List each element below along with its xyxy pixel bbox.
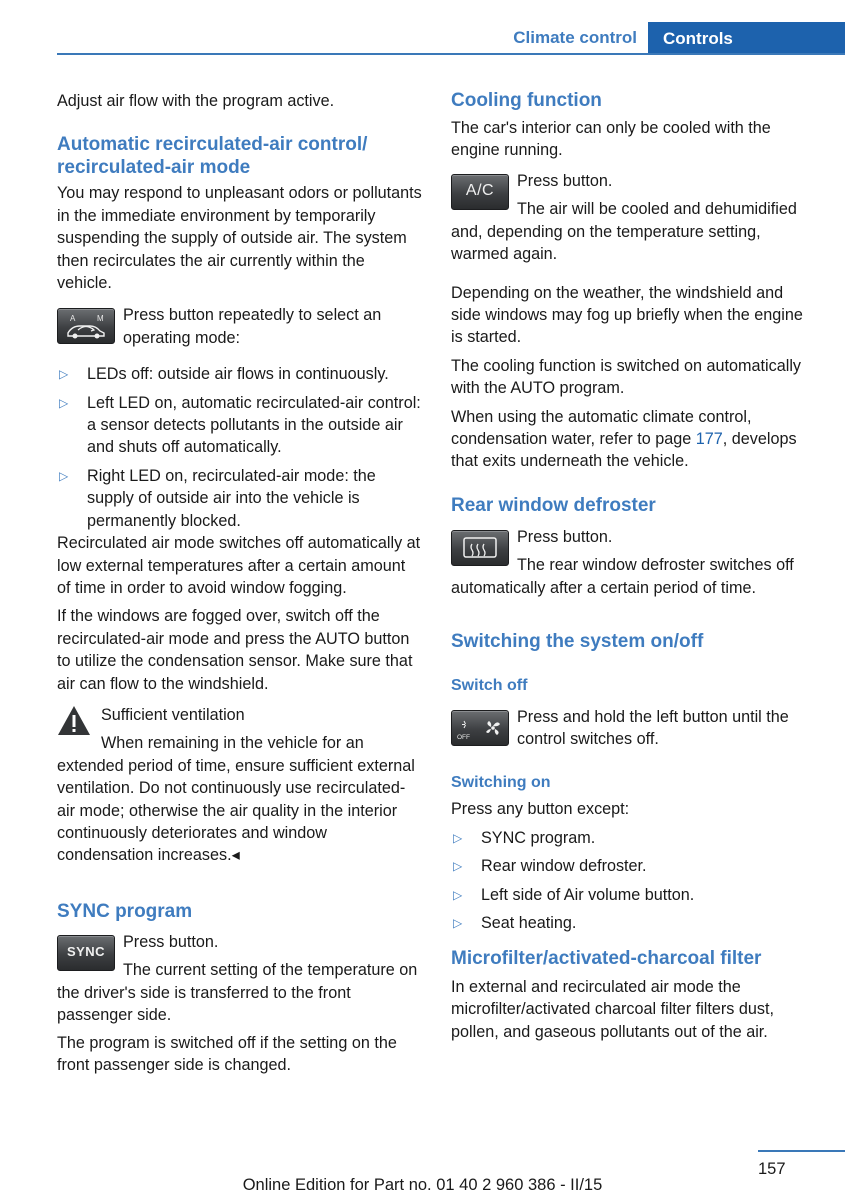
switching-on-heading: Switching on (451, 774, 551, 792)
switching-heading: Switching the system on/off (451, 631, 704, 653)
recirc-letter-a: A (70, 314, 76, 324)
bullet-marker-icon: ▷ (59, 468, 69, 483)
rear-defroster-button-text: Press button. (517, 528, 613, 547)
recirc-paragraph-1: You may respond to unpleasant odors or pollutants in the immediate environment by temporarily suspending the supply of outside air. The system then recirculates the air currently within the vehicle. (57, 184, 422, 293)
recirc-paragraph-2: Recirculated air mode switches off automatically at low external temperatures after a certain amount of time in order to avoid window fogging. (57, 534, 421, 597)
header-chapter-tab: Controls (648, 22, 845, 55)
cooling-paragraph-3: The cooling function is switched on automatically with the AUTO program. (451, 356, 802, 398)
warning-title: Sufficient ventilation (101, 705, 245, 724)
left-column (57, 90, 423, 1076)
list-item (451, 884, 817, 906)
list-item (57, 392, 423, 459)
cooling-paragraph-4-b: , develops that exits underneath the vehicle. (451, 429, 797, 471)
microfilter-heading: Microfilter/activated-charcoal filter (451, 948, 762, 970)
switching-on-paragraph: Press any button except: (451, 800, 630, 819)
list-item-text: Seat heating. (481, 914, 577, 933)
cooling-paragraph-1: The car's interior can only be cooled with the engine running. (451, 118, 771, 159)
list-item (57, 465, 423, 532)
sync-paragraph-1-body: The current setting of the temperature on the driver's side is transferred to the front passenger side. (57, 961, 418, 1025)
warning-block (57, 704, 423, 867)
bullet-marker-icon: ▷ (453, 916, 463, 931)
bullet-marker-icon: ▷ (453, 887, 463, 902)
list-item-text: Left side of Air volume button. (481, 885, 695, 904)
ac-button-row (451, 170, 817, 214)
recirc-button-icon (57, 308, 115, 344)
recirc-heading (57, 134, 423, 179)
list-item (451, 912, 817, 934)
list-item-text: Right LED on, recirculated-air mode: the supply of outside air into the vehicle is permanently blocked. (87, 466, 376, 530)
list-item-text: Rear window defroster. (481, 857, 647, 876)
rear-defroster-continuation-body: The rear window defroster switches off automatically after a certain period of time. (451, 556, 794, 597)
intro-text: Adjust air flow with the program active. (57, 92, 335, 110)
recirc-letter-m: M (97, 314, 104, 324)
warning-text-body: When remaining in the vehicle for an extended period of time, ensure sufficient external ventilation. Do not continuously use recirculated-air mode; otherwise the air quality in the interior continuously deteriorates and window condensation increases.◂ (57, 734, 415, 865)
rear-defroster-button-row (451, 526, 817, 570)
footer-rule (758, 1150, 845, 1152)
microfilter-paragraph: In external and recirculated air mode the microfilter/activated charcoal filter filters dust, pollen, and gaseous pollutants out of the air. (451, 977, 774, 1041)
cooling-paragraph-4 (451, 406, 817, 473)
list-item (57, 363, 423, 385)
bullet-marker-icon: ▷ (59, 367, 69, 382)
page-reference-link[interactable]: 177 (695, 429, 723, 448)
bullet-marker-icon: ▷ (453, 830, 463, 845)
rear-defroster-heading: Rear window defroster (451, 494, 656, 516)
list-item (451, 827, 817, 849)
sync-heading: SYNC program (57, 900, 193, 922)
switch-off-heading: Switch off (451, 676, 528, 694)
bullet-marker-icon: ▷ (59, 395, 69, 410)
ac-button-icon (451, 174, 509, 210)
rear-defroster-button-icon (451, 530, 509, 566)
footer-edition-text: Online Edition for Part no. 01 40 2 960 386 - II/15 (242, 1176, 603, 1194)
recirc-paragraph-3: If the windows are fogged over, switch off the recirculated-air mode and press the AUTO button to utilize the condensation sensor. Make sure that air can flow to the windshield. (57, 607, 413, 693)
recirc-heading-line1: Automatic recirculated-air control/ (57, 134, 368, 156)
recirc-button-row (57, 304, 423, 349)
header-section-title: Climate control (513, 28, 637, 47)
ac-button-text: Press button. (517, 172, 613, 191)
warning-icon (57, 704, 91, 738)
bullet-marker-icon: ▷ (453, 859, 463, 874)
list-item (451, 855, 817, 877)
recirc-heading-line2: recirculated-air mode (57, 156, 251, 178)
ac-continuation-body: The air will be cooled and dehumidified and, depending on the temperature setting, warmed again. (451, 200, 797, 264)
switching-on-list (451, 827, 817, 935)
recirc-mode-list (57, 363, 423, 532)
page-number: 157 (758, 1160, 786, 1178)
sync-button-row (57, 931, 423, 975)
off-button-icon (451, 710, 509, 746)
cooling-paragraph-2: Depending on the weather, the windshield and side windows may fog up briefly when the engine is started. (451, 283, 803, 347)
recirc-button-text: Press button repeatedly to select an operating mode: (123, 306, 382, 347)
header-rule (57, 53, 845, 55)
cooling-paragraph-4-a: When using the automatic climate control, condensation water, refer to page (451, 407, 752, 448)
sync-button-label: SYNC (66, 944, 106, 960)
ac-button-label: A/C (465, 182, 495, 200)
sync-button-text: Press button. (123, 933, 219, 952)
sync-paragraph-2: The program is switched off if the setting on the front passenger side is changed. (57, 1033, 397, 1074)
sync-button-icon (57, 935, 115, 971)
list-item-text: Left LED on, automatic recirculated-air control: a sensor detects pollutants in the outside air and shuts off automatically. (87, 393, 421, 457)
list-item-text: LEDs off: outside air flows in continuously. (87, 365, 389, 384)
off-button-text: Press and hold the left button until the control switches off. (517, 707, 789, 748)
off-button-row (451, 706, 817, 751)
list-item-text: SYNC program. (481, 828, 596, 847)
warning-text (57, 732, 423, 866)
off-button-label: OFF (457, 733, 470, 741)
right-column (451, 90, 817, 1043)
cooling-heading: Cooling function (451, 90, 602, 111)
